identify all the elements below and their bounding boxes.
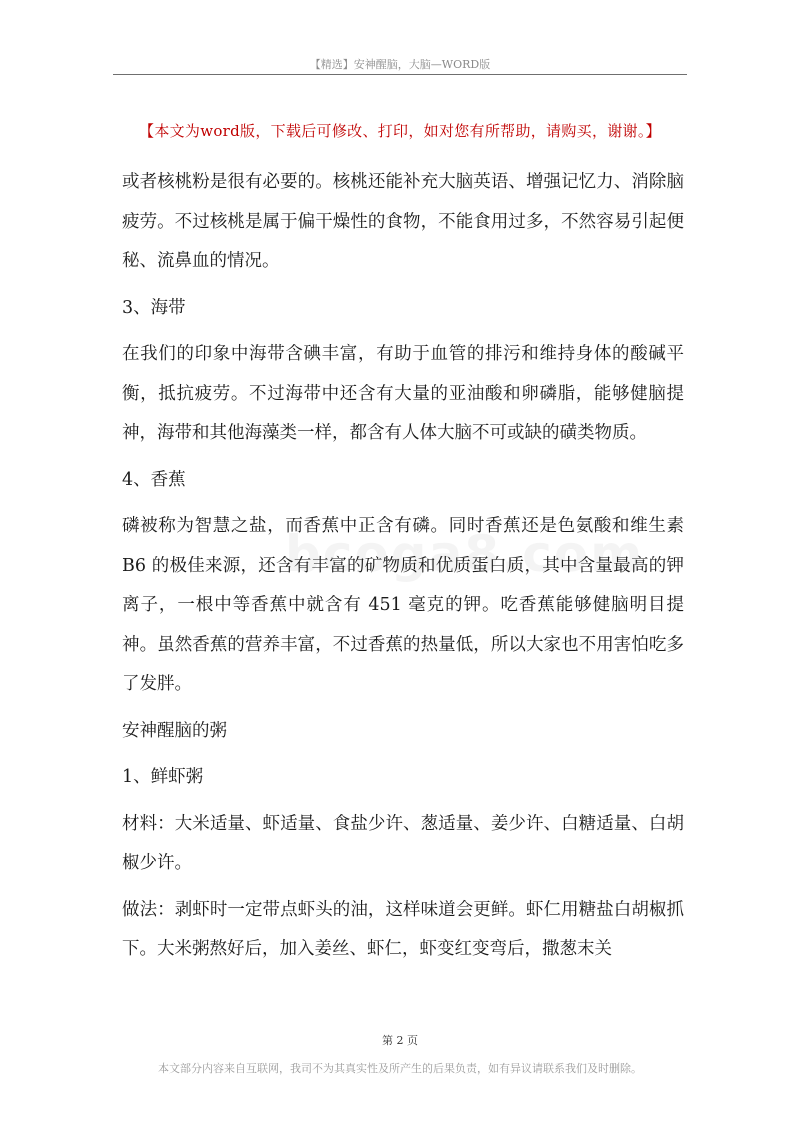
heading-shrimp-porridge: 1、鲜虾粥	[122, 767, 204, 787]
paragraph-banana: 磷被称为智慧之盐，而香蕉中正含有磷。同时香蕉还是色氨酸和维生素 B6 的极佳来源，还含有丰富的矿物质和优质蛋白质，其中含量最高的钾离子，一根中等香蕉中就含有 451 毫克的钾。吃香蕉能够健脑明目提神。虽然香蕉的营养丰富，不过香蕉的热量低，所以大家也不用害怕吃多了发胖。	[122, 516, 684, 694]
section-heading-porridge: 安神醒脑的粥	[122, 720, 227, 741]
purchase-notice: 【本文为word版，下载后可修改、打印，如对您有所帮助，请购买，谢谢。】	[139, 122, 661, 140]
paragraph-walnut: 或者核桃粉是很有必要的。核桃还能补充大脑英语、增强记忆力、消除脑疲劳。不过核桃是属于偏干燥性的食物，不能食用过多，不然容易引起便秘、流鼻血的情况。	[122, 172, 684, 271]
page-header: 【精选】安神醒脑，大脑—WORD版	[309, 58, 491, 71]
paragraph-ingredients: 材料：大米适量、虾适量、食盐少许、葱适量、姜少许、白糖适量、白胡椒少许。	[122, 813, 684, 873]
footer-disclaimer: 本文部分内容来自互联网，我司不为其真实性及所产生的后果负责，如有异议请联系我们及时删除。	[158, 1062, 642, 1075]
paragraph-method: 做法：剥虾时一定带点虾头的油，这样味道会更鲜。虾仁用糖盐白胡椒抓下。大米粥熬好后，加入姜丝、虾仁，虾变红变弯后，撒葱末关	[122, 899, 684, 959]
page-number: 第 2 页	[382, 1034, 418, 1047]
paragraph-kelp: 在我们的印象中海带含碘丰富，有助于血管的排污和维持身体的酸碱平衡，抵抗疲劳。不过海带中还含有大量的亚油酸和卵磷脂，能够健脑提神，海带和其他海藻类一样，都含有人体大脑不可或缺的磺类物质。	[122, 344, 684, 443]
heading-banana: 4、香蕉	[122, 469, 186, 490]
heading-kelp: 3、海带	[122, 297, 186, 318]
header-divider	[113, 74, 687, 75]
document-body	[122, 163, 684, 977]
